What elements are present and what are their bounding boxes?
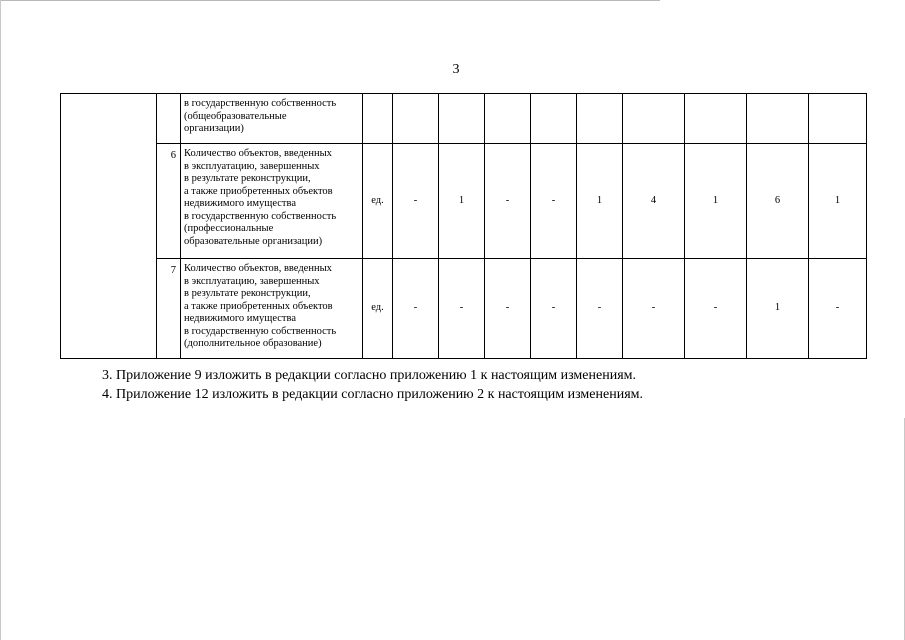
indicator-name-line: в государственную собственность [184,325,337,337]
indicator-name-line: в эксплуатацию, завершенных [184,160,320,172]
indicator-name-line: организации) [184,123,244,134]
value-cell: - [393,259,439,359]
value-cell: 1 [577,144,623,259]
indicator-name-line: а также приобретенных объектов [184,185,333,197]
value-cell: 4 [623,144,685,259]
indicators-table-wrap [60,93,867,359]
indicator-name-line: в государственную собственность [184,98,337,109]
value-cell: 1 [747,259,809,359]
value-cell [531,94,577,144]
paragraph-item-3: 3. Приложение 9 изложить в редакции согласно приложению 1 к настоящим изменениям. [102,368,636,383]
indicator-name-line: Количество объектов, введенных [184,263,332,274]
indicator-name-line: (дополнительное образование) [184,338,322,349]
value-cell: 1 [439,144,485,259]
scan-edge-left [0,0,1,640]
indicator-name-line: в государственную собственность [184,210,337,222]
table-row-7 [61,259,867,359]
value-cell: - [439,259,485,359]
unit-cell: ед. [363,144,393,259]
indicator-name-cell [181,144,363,259]
value-cell: 1 [685,144,747,259]
indicator-name-line: Количество объектов, введенных [184,148,332,159]
unit-cell [363,94,393,144]
value-cell: 6 [747,144,809,259]
page-number: 3 [452,62,460,77]
merged-left-cell [61,94,157,359]
table-row-continuation [61,94,867,144]
row-number-cell: 7 [157,259,181,359]
value-cell: - [485,259,531,359]
indicator-name-line: (общеобразовательные [184,110,287,122]
value-cell: - [393,144,439,259]
value-cell [485,94,531,144]
table-row-6 [61,144,867,259]
indicator-name-line: в результате реконструкции, [184,173,311,184]
paragraph-item-4: 4. Приложение 12 изложить в редакции согласно приложению 2 к настоящим изменениям. [102,387,643,402]
unit-cell: ед. [363,259,393,359]
indicator-name-line: в результате реконструкции, [184,288,311,299]
value-cell: - [531,259,577,359]
indicator-name-line: недвижимого имущества [184,198,296,209]
value-cell [393,94,439,144]
value-cell [685,94,747,144]
value-cell [809,94,867,144]
indicator-name-cell [181,259,363,359]
value-cell [747,94,809,144]
indicator-name-line: недвижимого имущества [184,313,296,324]
value-cell: - [685,259,747,359]
scan-edge-top [0,0,660,1]
value-cell: 1 [809,144,867,259]
value-cell: - [623,259,685,359]
value-cell [577,94,623,144]
indicator-name-line: образовательные организации) [184,235,323,247]
row-number-cell [157,94,181,144]
value-cell: - [531,144,577,259]
indicator-name-cell [181,94,363,144]
value-cell: - [577,259,623,359]
value-cell: - [809,259,867,359]
value-cell [439,94,485,144]
indicators-table [60,93,867,359]
indicator-name-line: в эксплуатацию, завершенных [184,275,320,287]
row-number-cell: 6 [157,144,181,259]
indicator-name-line: а также приобретенных объектов [184,300,333,312]
indicator-name-line: (профессиональные [184,223,274,234]
value-cell [623,94,685,144]
value-cell: - [485,144,531,259]
